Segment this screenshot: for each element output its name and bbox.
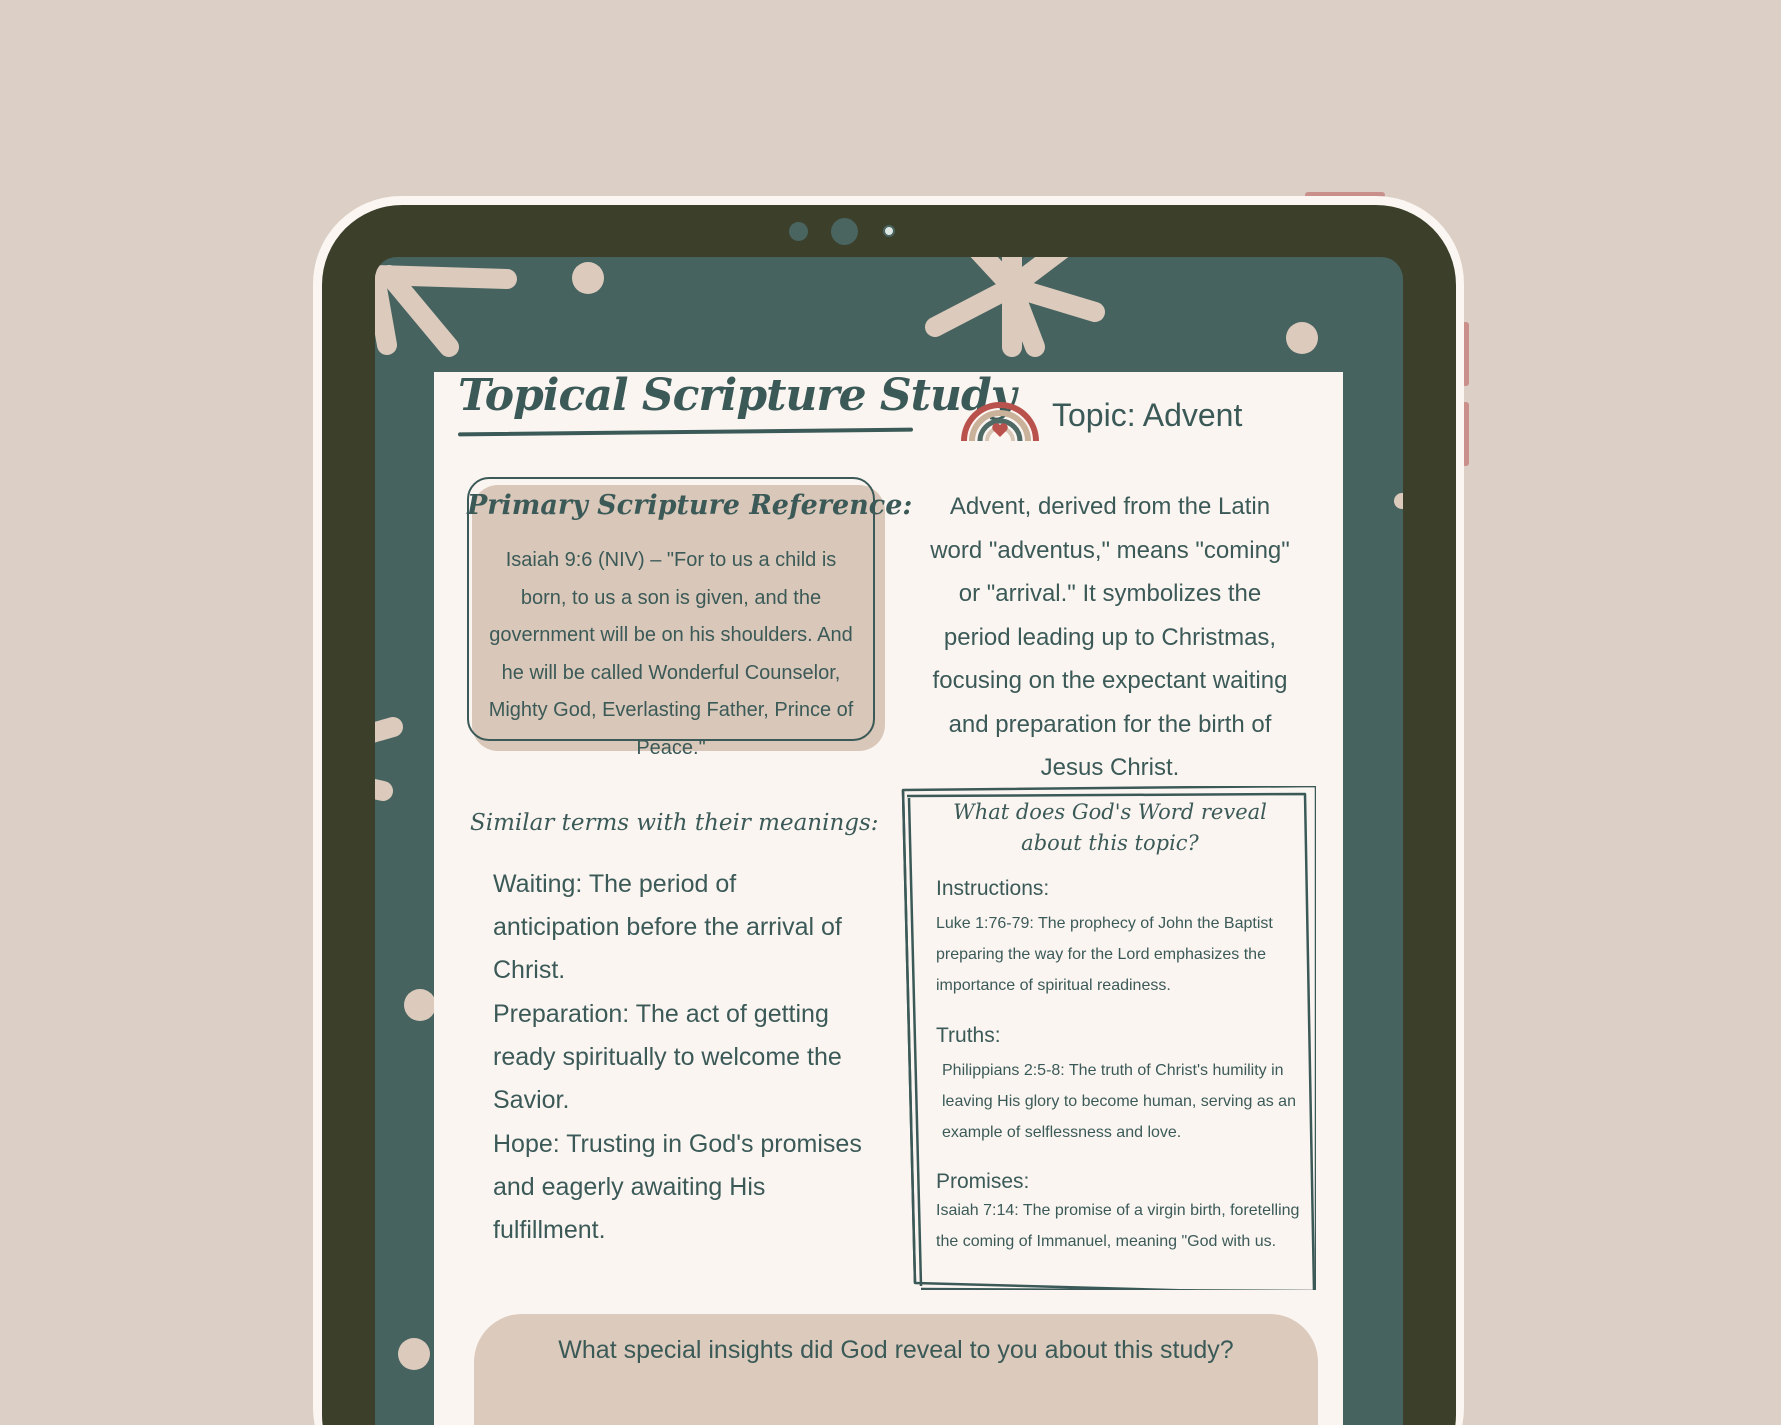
insights-panel [474,1314,1318,1425]
truths-label: Truths: [936,1024,1001,1047]
snow-dot [1394,493,1403,509]
primary-scripture-text: Isaiah 9:6 (NIV) – "For to us a child is born, to us a son is given, and the government will be on his shoulders. And he will be called Wonderful Counselor, Mighty God, Everlasting Father, Prince of Peace." [488,549,854,759]
reveal-heading: What does God's Word reveal about this topic? [953,800,1267,855]
term-waiting: Waiting: The period of anticipation before the arrival of Christ. [493,870,842,984]
advent-definition: Advent, derived from the Latin word "adventus," means "coming" or "arrival." It symbolizes the period leading up to Christmas, focusing on the expectant waiting and preparation for the birth of Jesus Christ. [930,493,1290,781]
snowflake-arm [935,287,1012,327]
sensor-dot [789,222,808,241]
camera-lens [831,218,858,245]
topic-label: Topic: Advent [1052,397,1243,433]
snow-dot [572,262,604,294]
instructions-text: Luke 1:76-79: The prophecy of John the Baptist preparing the way for the Lord emphasizes the importance of spiritual readiness. [936,915,1273,994]
snowflake-arm [375,727,393,735]
snow-dot [398,1338,430,1370]
rainbow-heart-icon [958,385,1042,443]
snowflake-arm [375,277,387,345]
promises-label: Promises: [936,1170,1030,1193]
similar-terms-heading: Similar terms with their meanings: [470,810,879,836]
snow-dot [1286,322,1318,354]
term-preparation: Preparation: The act of getting ready spiritually to welcome the Savior. [493,1000,842,1114]
term-hope: Hope: Trusting in God's promises and eagerly awaiting His fulfillment. [493,1130,862,1244]
snowflake-arm [375,787,383,791]
promises-text: Isaiah 7:14: The promise of a virgin birth, foretelling the coming of Immanuel, meaning "God with us. [936,1202,1300,1250]
primary-scripture-heading: Primary Scripture Reference: [467,490,913,521]
page-title: Topical Scripture Study [458,370,1016,421]
snow-dot [404,989,436,1021]
truths-text: Philippians 2:5-8: The truth of Christ's humility in leaving His glory to become human, serving as an example of selflessness and love. [942,1062,1296,1141]
insights-question: What special insights did God reveal to you about this study? [558,1336,1234,1364]
light-sensor-dot [883,225,895,237]
instructions-label: Instructions: [936,877,1050,900]
